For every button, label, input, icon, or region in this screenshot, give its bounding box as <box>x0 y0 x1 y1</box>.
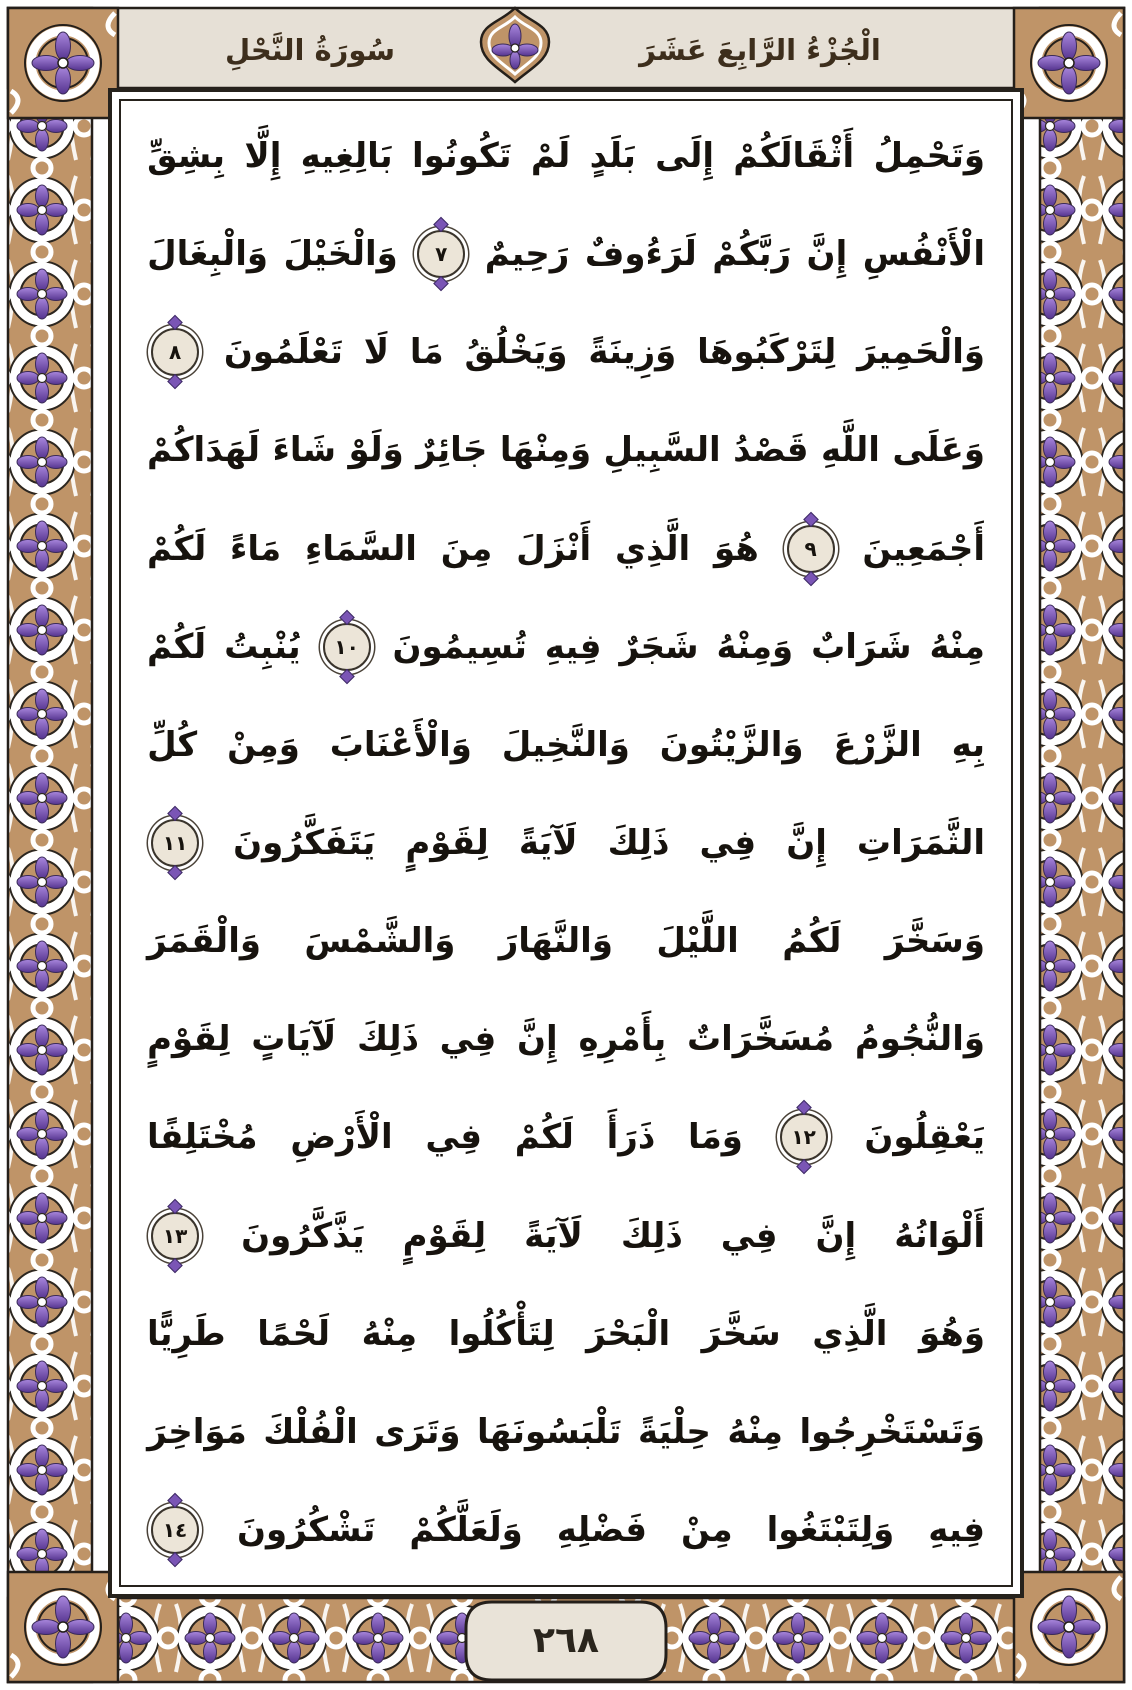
ayah-text-word: لَكُمْ <box>147 626 207 667</box>
ayah-text-word: إِلَى <box>655 136 714 177</box>
quran-line <box>147 892 985 990</box>
ayah-text-word: اللَّهِ <box>820 430 880 471</box>
ayah-text-word: شَاءَ <box>272 430 337 471</box>
quran-line <box>147 303 985 401</box>
ayah-text-word: إِنَّ <box>815 1215 857 1256</box>
ayah-text-word: لَكُمْ <box>147 528 207 569</box>
ayah-text-word: يَعْقِلُونَ <box>864 1117 985 1158</box>
ayah-text-word: مُسَخَّرَاتٌ <box>686 1019 835 1060</box>
ayah-text-word: جَائِرٌ <box>416 430 488 471</box>
ayah-text-word: تَلْبَسُونَهَا <box>477 1411 622 1452</box>
ayah-number: ٧ <box>435 242 448 267</box>
ayah-number: ١٢ <box>791 1125 816 1150</box>
ayah-text-word: وَتَسْتَخْرِجُوا <box>799 1411 985 1452</box>
ayah-text-word: لَكُمْ <box>514 1117 574 1158</box>
ayah-text-word: يَتَفَكَّرُونَ <box>233 823 376 864</box>
ayah-text-word: وَمِنْ <box>227 724 300 765</box>
ayah-text-word: وَلِتَبْتَغُوا <box>766 1510 895 1551</box>
ayah-text-word: كُلِّ <box>147 724 198 765</box>
surah-title: سُورَةُ النَّحْلِ <box>224 33 396 67</box>
ayah-text-word: تَعْلَمُونَ <box>223 332 343 373</box>
ayah-text-word: أَجْمَعِينَ <box>862 528 985 569</box>
ayah-end-marker <box>323 623 371 671</box>
ayah-text-word: فِي <box>699 823 757 864</box>
ayah-text-word: فِيهِ <box>928 1510 985 1551</box>
ayah-text-word: وَالْقَمَرَ <box>147 921 261 962</box>
quran-line <box>147 1285 985 1383</box>
ayah-text-word: تَكُونُوا <box>411 136 512 177</box>
ayah-number: ٩ <box>804 536 817 561</box>
quran-line <box>147 500 985 598</box>
quran-line <box>147 696 985 794</box>
ayah-text-word: أَثْقَالَكُمْ <box>733 136 855 177</box>
quran-line <box>147 990 985 1088</box>
ayah-text-word: مُخْتَلِفًا <box>147 1117 258 1158</box>
ayah-text-word: مِنْهُ <box>727 1411 783 1452</box>
quran-line <box>147 1088 985 1186</box>
ayah-text-word: إِلَّا <box>244 136 282 177</box>
ayah-text-word: وَلَعَلَّكُمْ <box>409 1510 523 1551</box>
ayah-text-word: مِنَ <box>440 528 493 569</box>
ayah-text-word: لَآيَةً <box>518 823 578 864</box>
page-number: ٢٦٨ <box>533 1620 599 1661</box>
quran-line <box>147 1383 985 1481</box>
ayah-text-word: أَلْوَانُهُ <box>894 1215 985 1256</box>
ayah-text-word: الْبَحْرَ <box>586 1313 671 1354</box>
ayah-text-word: سَخَّرَ <box>701 1313 781 1354</box>
ayah-text-word: لِقَوْمٍ <box>402 1215 487 1256</box>
ayah-text-word: الَّذِي <box>812 1313 888 1354</box>
quran-line <box>147 598 985 696</box>
ayah-text-word: بَالِغِيهِ <box>300 136 393 177</box>
juz-title: الْجُزْءُ الرَّابِعَ عَشَرَ <box>639 33 881 67</box>
ayah-text-word: تُسِيمُونَ <box>392 626 527 667</box>
quran-lines <box>121 101 1011 1585</box>
ayah-text-word: وَتَحْمِلُ <box>873 136 985 177</box>
ayah-text-word: وَالزَّيْتُونَ <box>659 724 804 765</box>
ayah-text-word: مَاءً <box>229 528 282 569</box>
header-strip <box>8 8 1124 88</box>
ayah-text-word: وَالْبِغَالَ <box>147 234 268 275</box>
ayah-text-word: إِنَّ <box>786 823 827 864</box>
ayah-text-word: وَيَخْلُقُ <box>464 332 568 373</box>
ayah-text-word: وَالنَّهَارَ <box>498 921 613 962</box>
ayah-text-word: يُنْبِتُ <box>224 626 301 667</box>
ayah-text-word: وَالْأَعْنَابَ <box>329 724 472 765</box>
ayah-text-word: الْأَرْضِ <box>290 1117 393 1158</box>
ayah-text-word: الْأَنْفُسِ <box>862 234 985 275</box>
ayah-text-word: فِي <box>425 1117 482 1158</box>
ayah-text-word: طَرِيًّا <box>147 1313 226 1354</box>
ayah-text-word: وَالْخَيْلَ <box>283 234 398 275</box>
ayah-text-word: وَتَرَى <box>374 1411 461 1452</box>
ayah-text-word: وَمِنْهَا <box>499 430 592 471</box>
ayah-text-word: بِهِ <box>951 724 985 765</box>
ayah-text-word: مَا <box>409 332 444 373</box>
ayah-text-word: وَالنَّخِيلَ <box>501 724 630 765</box>
quran-line <box>147 1187 985 1285</box>
quran-line <box>147 401 985 499</box>
ayah-text-word: وَلَوْ <box>348 430 404 471</box>
ayah-text-word: لِقَوْمٍ <box>147 1019 231 1060</box>
ayah-text-word: لَآيَةً <box>524 1215 583 1256</box>
ayah-text-word: رَبَّكُمْ <box>712 234 792 275</box>
ayah-text-word: رَحِيمٌ <box>484 234 570 275</box>
ayah-text-word: ذَرَأَ <box>606 1117 656 1158</box>
ayah-text-word: إِنَّ <box>517 1019 558 1060</box>
ayah-text-word: لَمْ <box>530 136 571 177</box>
ayah-text-word: فِي <box>720 1215 778 1256</box>
ayah-text-word: بِأَمْرِهِ <box>578 1019 667 1060</box>
ayah-text-word: فِيهِ <box>544 626 602 667</box>
ayah-text-word: هُوَ <box>713 528 759 569</box>
ayah-text-word: وَالشَّمْسَ <box>304 921 456 962</box>
ayah-text-word: أَنْزَلَ <box>516 528 592 569</box>
ayah-text-word: قَصْدُ <box>733 430 809 471</box>
ayah-text-word: يَذَّكَّرُونَ <box>241 1215 365 1256</box>
ayah-text-word: لَكُمُ <box>782 921 842 962</box>
ayah-end-marker <box>787 525 835 573</box>
ayah-text-word: وَمِنْهُ <box>716 626 794 667</box>
ayah-number: ١٠ <box>334 634 359 659</box>
ayah-text-word: شَجَرٌ <box>619 626 699 667</box>
ayah-text-word: الْفُلْكَ <box>263 1411 358 1452</box>
ayah-text-word: مِنْهُ <box>361 1313 418 1354</box>
ayah-text-word: السَّبِيلِ <box>603 430 721 471</box>
ayah-text-word: وَعَلَى <box>892 430 985 471</box>
ayah-end-marker <box>151 819 199 867</box>
ayah-text-word: وَمَا <box>687 1117 743 1158</box>
ayah-text-word: ذَلِكَ <box>607 823 670 864</box>
text-frame <box>108 88 1024 1598</box>
ayah-end-marker <box>151 1506 199 1554</box>
ayah-text-word: الَّذِي <box>614 528 691 569</box>
ayah-text-word: شَرَابٌ <box>811 626 912 667</box>
ayah-number: ١١ <box>162 831 188 856</box>
ayah-number: ٨ <box>168 340 182 365</box>
ayah-end-marker <box>151 1212 199 1260</box>
ayah-text-word: لِقَوْمٍ <box>405 823 489 864</box>
ayah-text-word: مِنْ <box>680 1510 733 1551</box>
ayah-text-word: وَالْحَمِيرَ <box>857 332 985 373</box>
ayah-number: ١٤ <box>162 1518 188 1543</box>
ayah-end-marker <box>780 1113 828 1161</box>
ayah-text-word: لَحْمًا <box>257 1313 331 1354</box>
ayah-number: ١٣ <box>162 1223 188 1248</box>
ayah-end-marker <box>417 230 465 278</box>
ayah-text-word: لَهَدَاكُمْ <box>147 430 260 471</box>
ayah-text-word: وَزِينَةً <box>588 332 677 373</box>
ayah-text-word: لَا <box>363 332 390 373</box>
quran-line <box>147 1481 985 1579</box>
ayah-text-word: السَّمَاءِ <box>304 528 417 569</box>
ayah-text-word: اللَّيْلَ <box>656 921 739 962</box>
ayah-text-word: مِنْهُ <box>929 626 985 667</box>
ayah-text-word: وَالنُّجُومُ <box>854 1019 985 1060</box>
quran-line <box>147 205 985 303</box>
ayah-text-word: فَضْلِهِ <box>556 1510 648 1551</box>
quran-line <box>147 107 985 205</box>
ayah-text-word: تَشْكُرُونَ <box>236 1510 376 1551</box>
ayah-text-word: لِتَأْكُلُوا <box>448 1313 555 1354</box>
ayah-text-word: لِتَرْكَبُوهَا <box>697 332 837 373</box>
ayah-text-word: إِنَّ <box>806 234 848 275</box>
ayah-text-word: الثَّمَرَاتِ <box>856 823 985 864</box>
ayah-text-word: بَلَدٍ <box>589 136 636 177</box>
ayah-end-marker <box>151 328 199 376</box>
ayah-text-word: لَآيَاتٍ <box>251 1019 337 1060</box>
ayah-text-word: حِلْيَةً <box>637 1411 711 1452</box>
ayah-text-word: ذَلِكَ <box>620 1215 683 1256</box>
ayah-text-word: ذَلِكَ <box>357 1019 419 1060</box>
ayah-text-word: بِشِقِّ <box>147 136 226 177</box>
ayah-text-word: وَهُوَ <box>918 1313 985 1354</box>
ayah-text-word: مَوَاخِرَ <box>147 1411 247 1452</box>
ayah-text-word: الزَّرْعَ <box>833 724 922 765</box>
ayah-text-word: لَرَءُوفٌ <box>584 234 697 275</box>
quran-line <box>147 794 985 892</box>
ayah-text-word: فِي <box>439 1019 497 1060</box>
ayah-text-word: وَسَخَّرَ <box>884 921 985 962</box>
